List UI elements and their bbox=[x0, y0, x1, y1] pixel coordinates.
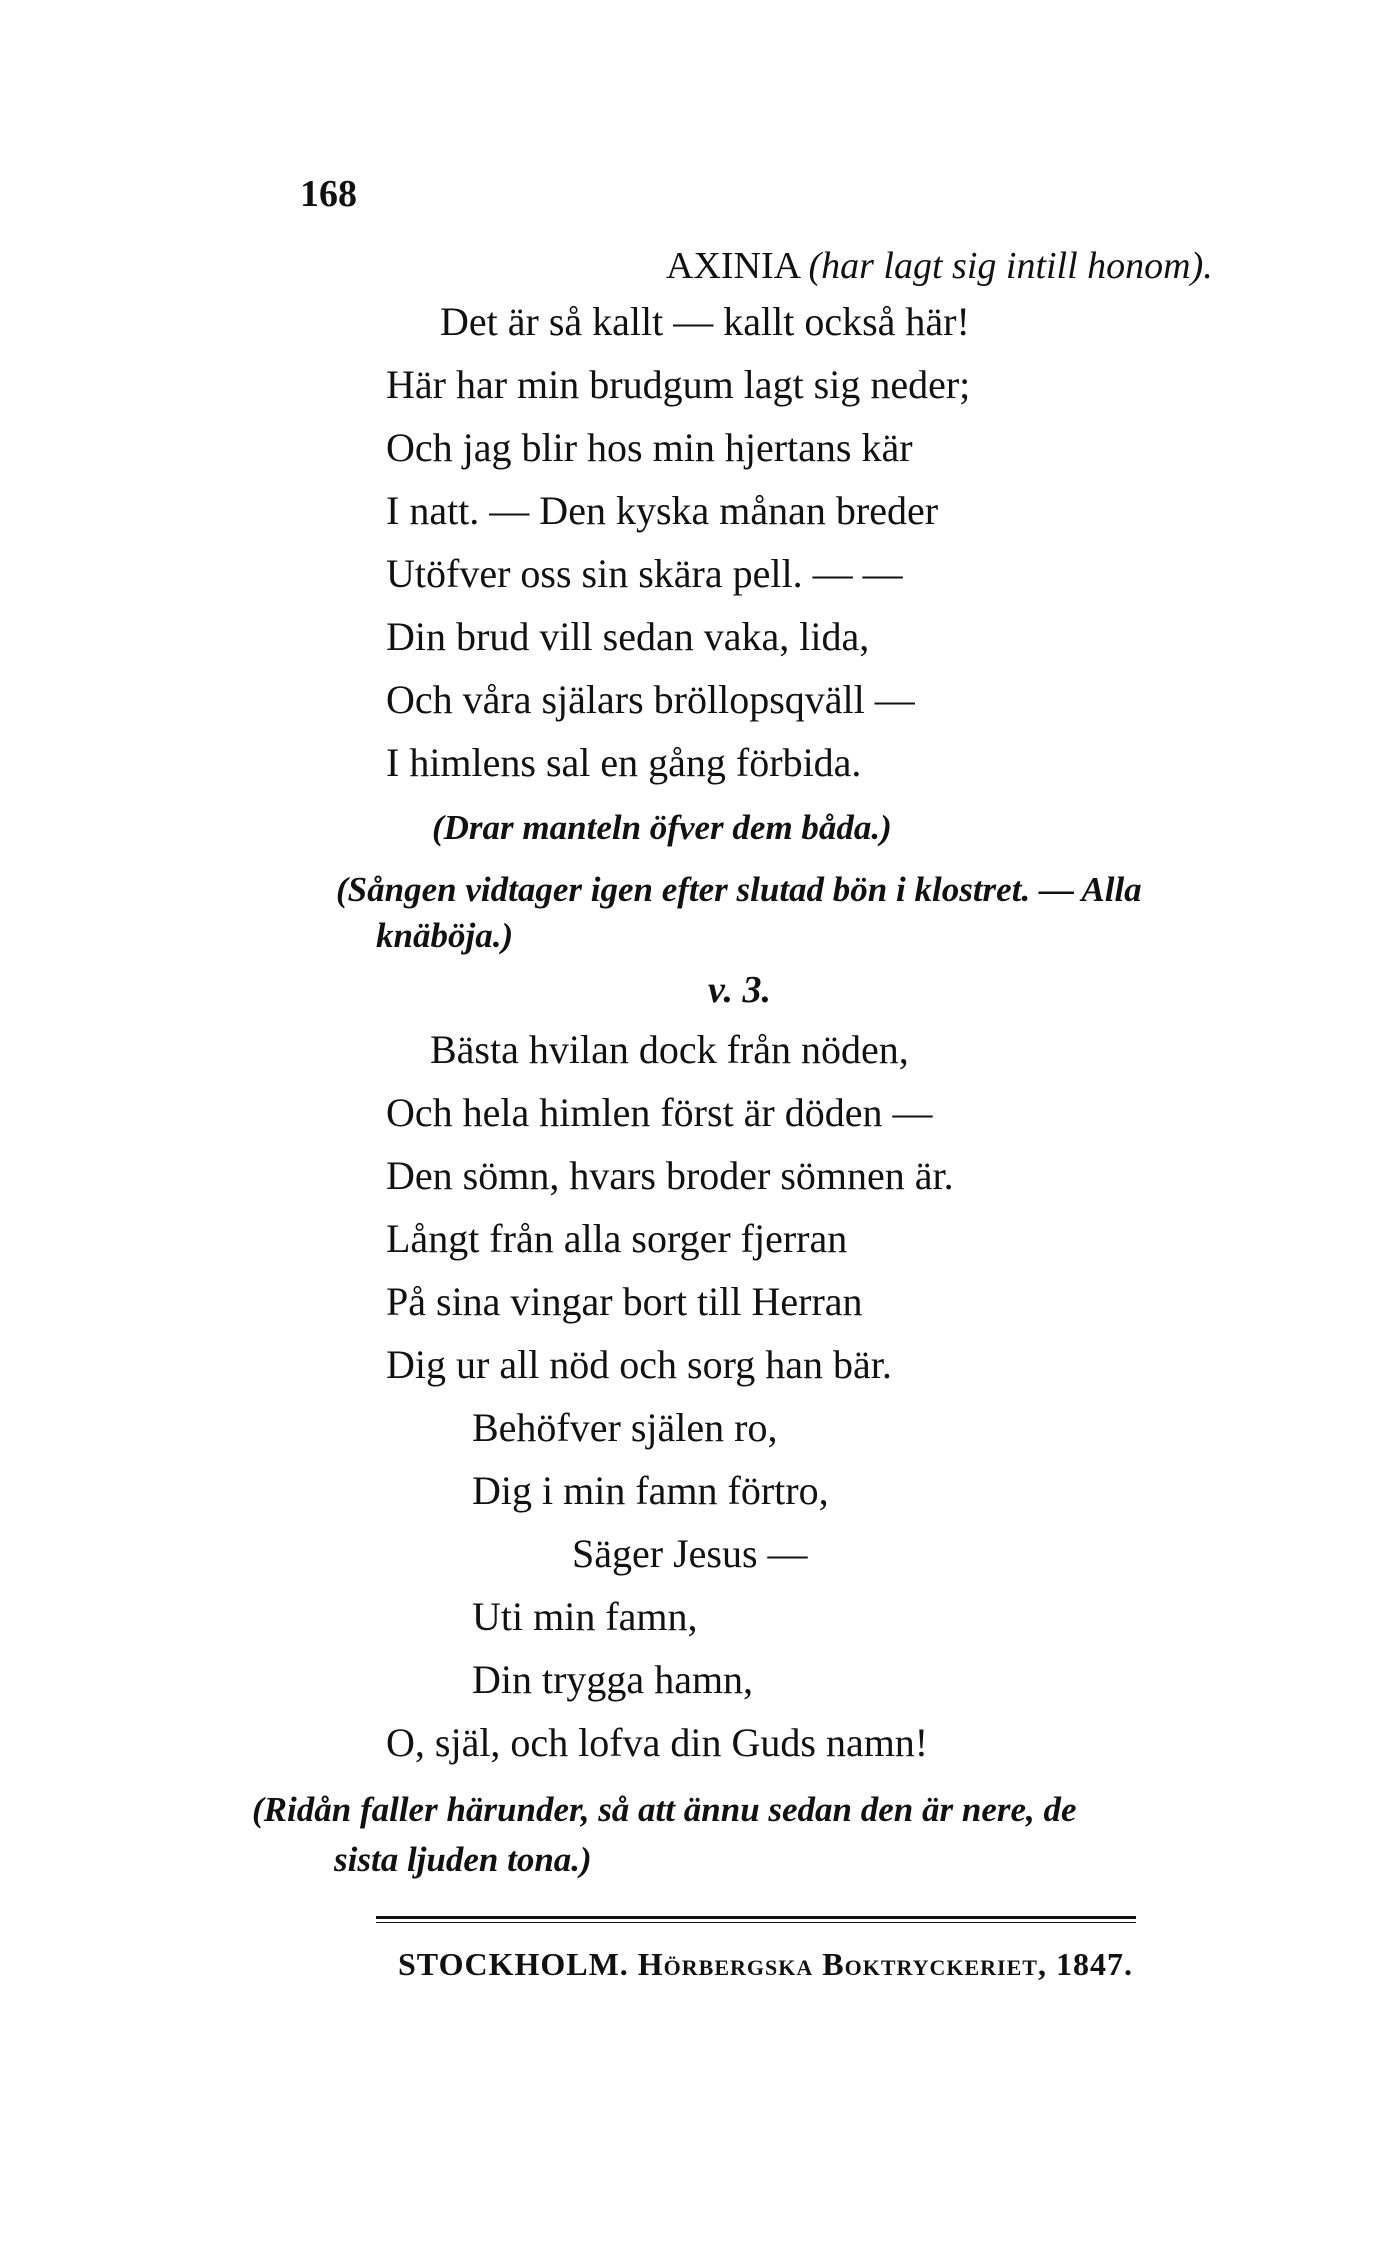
verse-line: På sina vingar bort till Herran bbox=[386, 1279, 863, 1324]
page-number: 168 bbox=[300, 173, 357, 215]
verse-line: Och hela himlen först är döden — bbox=[386, 1090, 933, 1135]
speaker-direction: (har lagt sig intill honom). bbox=[808, 245, 1213, 287]
stage-direction-line: (Sången vidtager igen efter slutad bön i klostret. — Alla bbox=[336, 870, 1142, 909]
verse-line: Dig i min famn förtro, bbox=[472, 1468, 829, 1513]
verse-line: Långt från alla sorger fjerran bbox=[386, 1216, 848, 1261]
verse-line: Och jag blir hos min hjertans kär bbox=[386, 425, 913, 470]
verse-line: Dig ur all nöd och sorg han bär. bbox=[386, 1342, 892, 1387]
verse-line: Din trygga hamn, bbox=[472, 1657, 754, 1702]
speaker-heading bbox=[666, 244, 1213, 288]
stage-direction-line: (Ridån faller härunder, så att ännu sedan den är nere, de bbox=[252, 1790, 1077, 1829]
verse-number: v. 3. bbox=[708, 969, 771, 1011]
imprint-city: STOCKHOLM. bbox=[398, 1946, 629, 1982]
verse-line: Säger Jesus — bbox=[572, 1531, 808, 1576]
verse-line: Den sömn, hvars broder sömnen är. bbox=[386, 1153, 954, 1198]
divider-rule bbox=[376, 1922, 1136, 1923]
verse-line: Din brud vill sedan vaka, lida, bbox=[386, 614, 870, 659]
verse-line: O, själ, och lofva din Guds namn! bbox=[386, 1720, 929, 1765]
verse-line: Det är så kallt — kallt också här! bbox=[440, 299, 970, 344]
verse-line: I himlens sal en gång förbida. bbox=[386, 740, 862, 785]
divider-rule bbox=[376, 1916, 1136, 1919]
verse-line: Uti min famn, bbox=[472, 1594, 698, 1639]
verse-line: I natt. — Den kyska månan breder bbox=[386, 488, 939, 533]
stage-direction-line: sista ljuden tona.) bbox=[334, 1840, 592, 1879]
stage-direction: (Drar manteln öfver dem båda.) bbox=[432, 808, 892, 847]
imprint-printer: Hörbergska Boktryckeriet, bbox=[637, 1946, 1047, 1982]
imprint bbox=[398, 1946, 1133, 1983]
speaker-name: AXINIA bbox=[666, 245, 799, 287]
verse-line: Här har min brudgum lagt sig neder; bbox=[386, 362, 971, 407]
verse-line: Bästa hvilan dock från nöden, bbox=[430, 1027, 909, 1072]
stage-direction-line: knäböja.) bbox=[376, 916, 514, 955]
verse-line: Utöfver oss sin skära pell. — — bbox=[386, 551, 903, 596]
verse-line: Behöfver själen ro, bbox=[472, 1405, 778, 1450]
verse-line: Och våra själars bröllopsqväll — bbox=[386, 677, 915, 722]
imprint-year: 1847. bbox=[1055, 1946, 1133, 1982]
